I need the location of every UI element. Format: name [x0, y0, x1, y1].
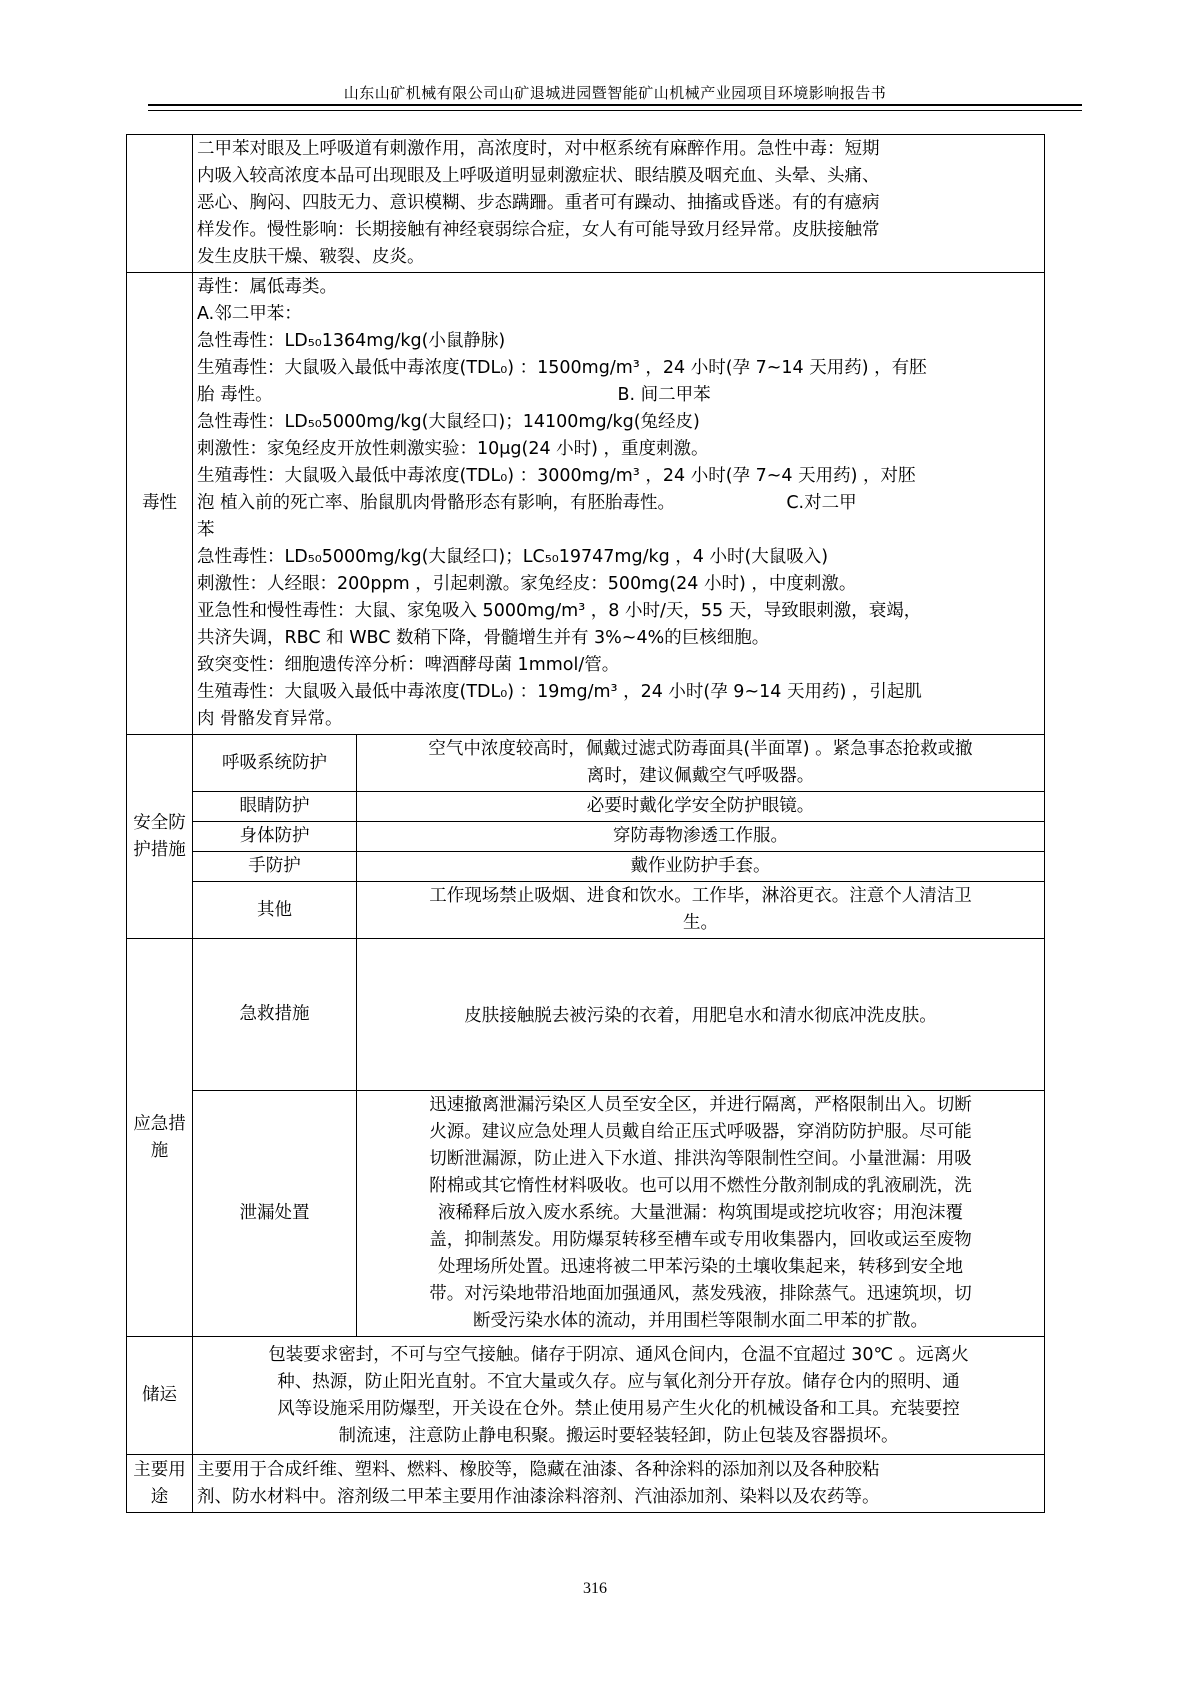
text-line: 肉 骨骼发育异常。 — [197, 709, 343, 729]
header-rule-thin — [148, 110, 1082, 111]
toxicity-label: 毒性 — [127, 273, 193, 735]
health-hazard-label-cell — [127, 135, 193, 273]
text-line: 包装要求密封，不可与空气接触。储存于阴凉、通风仓间内，仓温不宜超过 30℃ 。远离火 — [268, 1344, 969, 1365]
text-line: 工作现场禁止吸烟、进食和饮水。工作毕，淋浴更衣。注意个人清洁卫 — [429, 886, 972, 906]
emergency-row-leak — [127, 1091, 1045, 1337]
protection-item-text: 戴作业防护手套。 — [357, 852, 1045, 882]
text-line: 处理场所处置。迅速将被二甲苯污染的土壤收集起来，转移到安全地 — [438, 1257, 963, 1277]
label-line: 施 — [150, 1140, 169, 1161]
protection-item-name: 眼睛防护 — [193, 792, 357, 822]
protection-row-respiratory — [127, 735, 1045, 792]
first-aid-name: 急救措施 — [193, 939, 357, 1091]
text-line: 主要用于合成纤维、塑料、燃料、橡胶等，隐藏在油漆、各种涂料的添加剂以及各种胶粘 — [197, 1459, 880, 1480]
text-line: 风等设施采用防爆型，开关设在仓外。禁止使用易产生火化的机械设备和工具。充装要控 — [277, 1398, 960, 1419]
text-line: A.邻二甲苯： — [197, 304, 302, 324]
text-line: 样发作。慢性影响：长期接触有神经衰弱综合症，女人有可能导致月经异常。皮肤接触常 — [197, 220, 880, 240]
text-line: 制流速，注意防止静电积聚。搬运时要轻装轻卸，防止包装及容器损坏。 — [338, 1425, 899, 1446]
text-line: 生殖毒性：大鼠吸入最低中毒浓度(TDL₀) ：1500mg/m³ ，24 小时(孕 7~14 天用药) ，有胚 — [197, 358, 927, 378]
protection-item-text — [357, 735, 1045, 792]
usage-text — [193, 1455, 1045, 1513]
toxicity-row — [127, 273, 1045, 735]
protection-row-body — [127, 822, 1045, 852]
protection-row-hands — [127, 852, 1045, 882]
protection-item-text — [357, 882, 1045, 939]
emergency-row-first-aid — [127, 939, 1045, 1091]
text-line: 带。对污染地带沿地面加强通风，蒸发残液，排除蒸气。迅速筑坝，切 — [429, 1284, 972, 1304]
text-line: 生。 — [683, 913, 718, 933]
protection-item-text: 必要时戴化学安全防护眼镜。 — [357, 792, 1045, 822]
text-line: 空气中浓度较高时，佩戴过滤式防毒面具(半面罩) 。紧急事态抢救或撤 — [428, 739, 973, 759]
text-line: 毒性：属低毒类。 — [197, 277, 337, 297]
text-line: 急性毒性：LD₅₀5000mg/kg(大鼠经口)；14100mg/kg(兔经皮) — [197, 412, 700, 432]
usage-row — [127, 1455, 1045, 1513]
label-line: 应急措 — [133, 1113, 186, 1134]
text-line: 泡 植入前的死亡率、胎鼠肌肉骨骼形态有影响，有胚胎毒性。 C.对二甲 — [197, 493, 857, 513]
text-line: 亚急性和慢性毒性：大鼠、家兔吸入 5000mg/m³ ，8 小时/天，55 天，导致眼刺激，衰竭， — [197, 601, 922, 621]
header-rule-thick — [148, 104, 1082, 106]
protection-item-name: 其他 — [193, 882, 357, 939]
text-line: 刺激性：人经眼：200ppm ，引起刺激。家兔经皮：500mg(24 小时) ，中度刺激。 — [197, 574, 857, 594]
text-line: 内吸入较高浓度本品可出现眼及上呼吸道明显刺激症状、眼结膜及咽充血、头晕、头痛、 — [197, 166, 880, 186]
text-line: 急性毒性：LD₅₀5000mg/kg(大鼠经口)；LC₅₀19747mg/kg ，4 小时(大鼠吸入) — [197, 547, 829, 567]
page-number: 316 — [583, 1580, 607, 1597]
label-line: 途 — [150, 1486, 169, 1507]
text-line: 液稀释后放入废水系统。大量泄漏：构筑围堤或挖坑收容；用泡沫覆 — [438, 1203, 963, 1223]
first-aid-text: 皮肤接触脱去被污染的衣着，用肥皂水和清水彻底冲洗皮肤。 — [357, 939, 1045, 1091]
storage-label: 储运 — [127, 1337, 193, 1455]
xylene-properties-table — [126, 134, 1045, 1513]
text-line: 迅速撤离泄漏污染区人员至安全区，并进行隔离，严格限制出入。切断 — [429, 1095, 972, 1115]
protection-item-text: 穿防毒物渗透工作服。 — [357, 822, 1045, 852]
text-line: 种、热源，防止阳光直射。不宜大量或久存。应与氧化剂分开存放。储存仓内的照明、通 — [277, 1371, 960, 1392]
label-line: 护措施 — [133, 839, 186, 860]
text-line: 共济失调，RBC 和 WBC 数稍下降，骨髓增生并有 3%~4%的巨核细胞。 — [197, 628, 770, 648]
protection-row-other — [127, 882, 1045, 939]
text-line: 附棉或其它惰性材料吸收。也可以用不燃性分散剂制成的乳液刷洗，洗 — [429, 1176, 972, 1196]
text-line: 恶心、胸闷、四肢无力、意识模糊、步态蹒跚。重者可有躁动、抽搐或昏迷。有的有癔病 — [197, 193, 880, 213]
text-line: 生殖毒性：大鼠吸入最低中毒浓度(TDL₀) ：19mg/m³ ，24 小时(孕 9~14 天用药) ，引起肌 — [197, 682, 922, 702]
protection-row-eyes — [127, 792, 1045, 822]
text-line: 离时，建议佩戴空气呼吸器。 — [586, 766, 815, 786]
protection-item-name: 身体防护 — [193, 822, 357, 852]
usage-label — [127, 1455, 193, 1513]
leak-handling-text — [357, 1091, 1045, 1337]
text-line: 刺激性：家兔经皮开放性刺激实验：10μg(24 小时) ，重度刺激。 — [197, 439, 709, 459]
text-line: 胎 毒性。 B. 间二甲苯 — [197, 385, 711, 405]
text-line: 致突变性：细胞遗传淬分析：啤酒酵母菌 1mmol/管。 — [197, 655, 620, 675]
text-line: 急性毒性：LD₅₀1364mg/kg(小鼠静脉) — [197, 331, 506, 351]
storage-row — [127, 1337, 1045, 1455]
label-line: 安全防 — [133, 812, 186, 833]
text-line: 断受污染水体的流动，并用围栏等限制水面二甲苯的扩散。 — [473, 1311, 928, 1331]
report-header-title: 山东山矿机械有限公司山矿退城进园暨智能矿山机械产业园项目环境影响报告书 — [343, 84, 887, 102]
leak-handling-name: 泄漏处置 — [193, 1091, 357, 1337]
text-line: 盖，抑制蒸发。用防爆泵转移至槽车或专用收集器内，回收或运至废物 — [429, 1230, 972, 1250]
protection-item-name: 呼吸系统防护 — [193, 735, 357, 792]
health-hazard-text — [193, 135, 1045, 273]
protection-label — [127, 735, 193, 939]
text-line: 生殖毒性：大鼠吸入最低中毒浓度(TDL₀) ：3000mg/m³ ，24 小时(孕 7~4 天用药) ，对胚 — [197, 466, 916, 486]
storage-text — [193, 1337, 1045, 1455]
text-line: 发生皮肤干燥、皲裂、皮炎。 — [197, 247, 425, 267]
toxicity-text — [193, 273, 1045, 735]
label-line: 主要用 — [133, 1459, 186, 1480]
text-line: 火源。建议应急处理人员戴自给正压式呼吸器，穿消防防护服。尽可能 — [429, 1122, 972, 1142]
text-line: 剂、防水材料中。溶剂级二甲苯主要用作油漆涂料溶剂、汽油添加剂、染料以及农药等。 — [197, 1486, 880, 1507]
text-line: 苯 — [197, 520, 215, 540]
text-line: 切断泄漏源，防止进入下水道、排洪沟等限制性空间。小量泄漏：用吸 — [429, 1149, 972, 1169]
text-line: 二甲苯对眼及上呼吸道有刺激作用，高浓度时，对中枢系统有麻醉作用。急性中毒：短期 — [197, 139, 880, 159]
health-hazard-row — [127, 135, 1045, 273]
protection-item-name: 手防护 — [193, 852, 357, 882]
emergency-label — [127, 939, 193, 1337]
